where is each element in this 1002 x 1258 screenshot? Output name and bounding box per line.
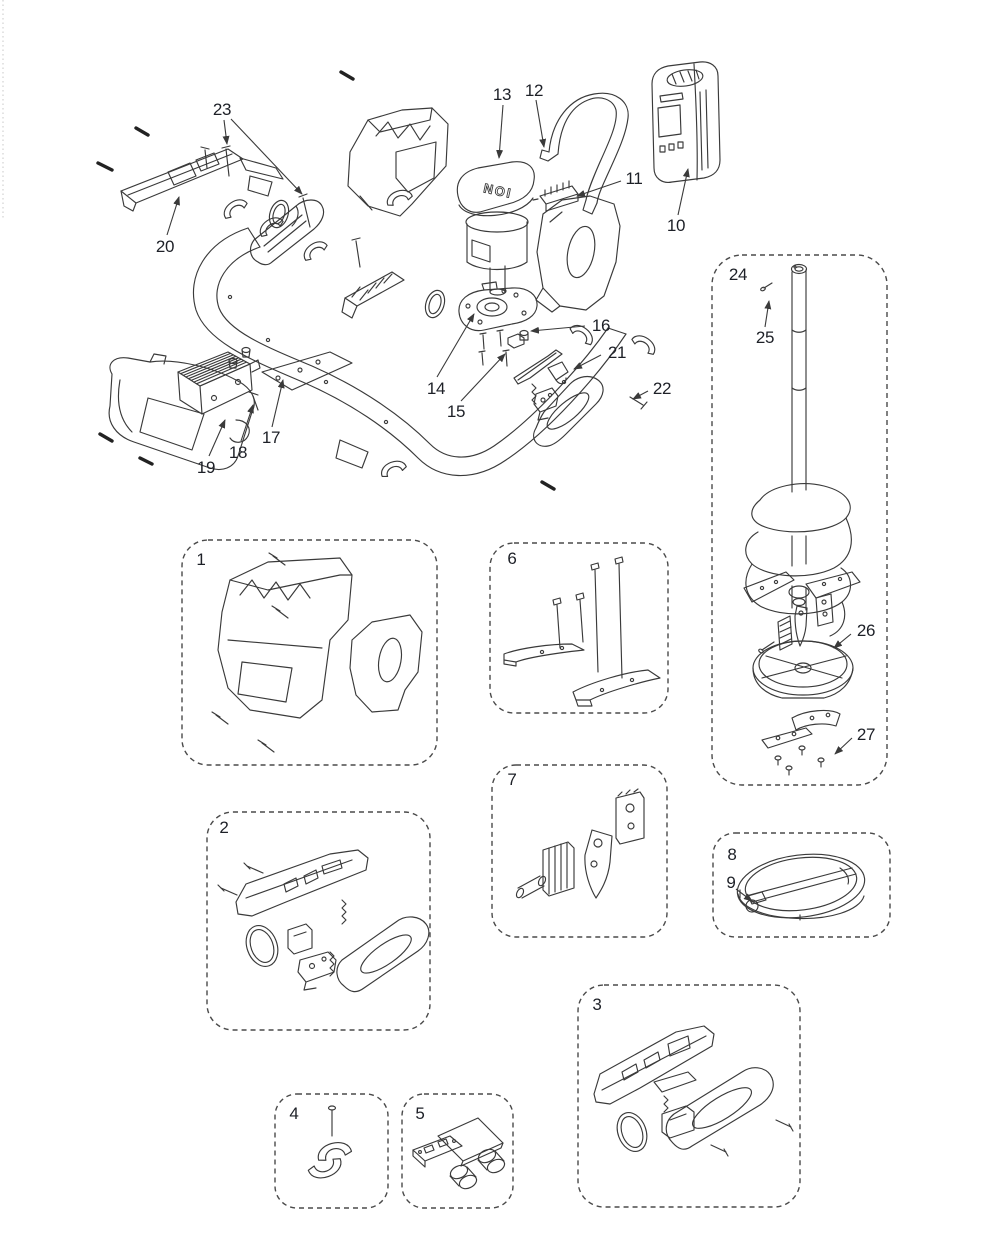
leader-21 xyxy=(574,355,601,369)
screw-22 xyxy=(630,397,647,409)
part-7-point-kit xyxy=(515,789,644,899)
part-20-lever-assembly xyxy=(98,128,283,211)
part-8-guard-ring xyxy=(734,847,869,924)
leader-25 xyxy=(765,301,769,327)
leader-23b xyxy=(231,119,302,194)
group-box-1 xyxy=(182,540,437,765)
callout-10: 10 xyxy=(666,216,686,235)
part-5-service-kit xyxy=(413,1118,507,1191)
leader-20 xyxy=(167,197,179,235)
part-3-handle-kit xyxy=(594,1026,793,1156)
callout-24: 24 xyxy=(728,265,748,284)
leader-17 xyxy=(272,380,283,427)
callout-16: 16 xyxy=(591,316,611,335)
callout-12: 12 xyxy=(524,81,544,100)
callout-13: 13 xyxy=(492,85,512,104)
group-box-7 xyxy=(492,765,667,937)
callout-21: 21 xyxy=(607,343,627,362)
callout-7: 7 xyxy=(507,770,517,789)
callout-27: 27 xyxy=(856,725,876,744)
callout-14: 14 xyxy=(426,379,446,398)
leader-27 xyxy=(835,738,852,754)
callout-17: 17 xyxy=(261,428,281,447)
group-box-3 xyxy=(578,985,800,1207)
leader-10 xyxy=(678,169,688,215)
callout-20: 20 xyxy=(155,237,175,256)
callout-6: 6 xyxy=(507,549,517,568)
leader-13 xyxy=(499,105,503,158)
callout-9: 9 xyxy=(726,873,736,892)
callout-18: 18 xyxy=(228,443,248,462)
upper-housing-half xyxy=(348,108,448,216)
part-2-handle-kit xyxy=(218,850,429,992)
part-19-heatsink xyxy=(178,348,260,415)
latch-bracket xyxy=(342,272,404,318)
part-25-pin xyxy=(760,287,766,292)
part-21-trigger-assembly xyxy=(514,350,568,420)
ion-logo-text: ION xyxy=(480,180,512,201)
upper-grip xyxy=(251,200,324,265)
leader-12 xyxy=(536,100,544,147)
part-6-blade-kit xyxy=(504,557,660,706)
callout-15: 15 xyxy=(446,402,466,421)
leader-19 xyxy=(209,420,225,456)
callout-26: 26 xyxy=(856,621,876,640)
part-12-bail-handle xyxy=(540,93,628,214)
part-4-clamp-kit xyxy=(308,1106,352,1182)
callout-1: 1 xyxy=(196,550,206,569)
group-box-24 xyxy=(712,255,887,785)
group-box-6 xyxy=(490,543,668,713)
leader-16 xyxy=(531,326,585,331)
callout-3: 3 xyxy=(592,995,602,1014)
part-11-terminal-bracket xyxy=(533,181,578,211)
leader-26 xyxy=(834,634,851,648)
callout-11: 11 xyxy=(625,169,643,188)
callout-5: 5 xyxy=(415,1104,425,1123)
leader-18 xyxy=(241,405,253,441)
screws-15 xyxy=(479,330,509,366)
callout-19: 19 xyxy=(196,458,216,477)
callout-2: 2 xyxy=(219,818,229,837)
callout-8: 8 xyxy=(727,845,737,864)
part-16-coupler xyxy=(508,331,528,349)
right-grip xyxy=(534,377,603,489)
callout-22: 22 xyxy=(652,379,672,398)
callout-23: 23 xyxy=(212,100,232,119)
part-14-bearing-plate xyxy=(459,282,537,331)
leader-22 xyxy=(633,391,648,399)
callout-4: 4 xyxy=(289,1104,299,1123)
right-housing-half xyxy=(536,196,620,312)
leader-23a xyxy=(224,120,227,144)
part-13-motor-head xyxy=(457,162,534,295)
part-1-housing-kit xyxy=(212,553,422,752)
leader-14 xyxy=(437,314,474,377)
part-10-battery xyxy=(652,62,720,183)
callout-25: 25 xyxy=(755,328,775,347)
screws-23 xyxy=(222,72,360,267)
